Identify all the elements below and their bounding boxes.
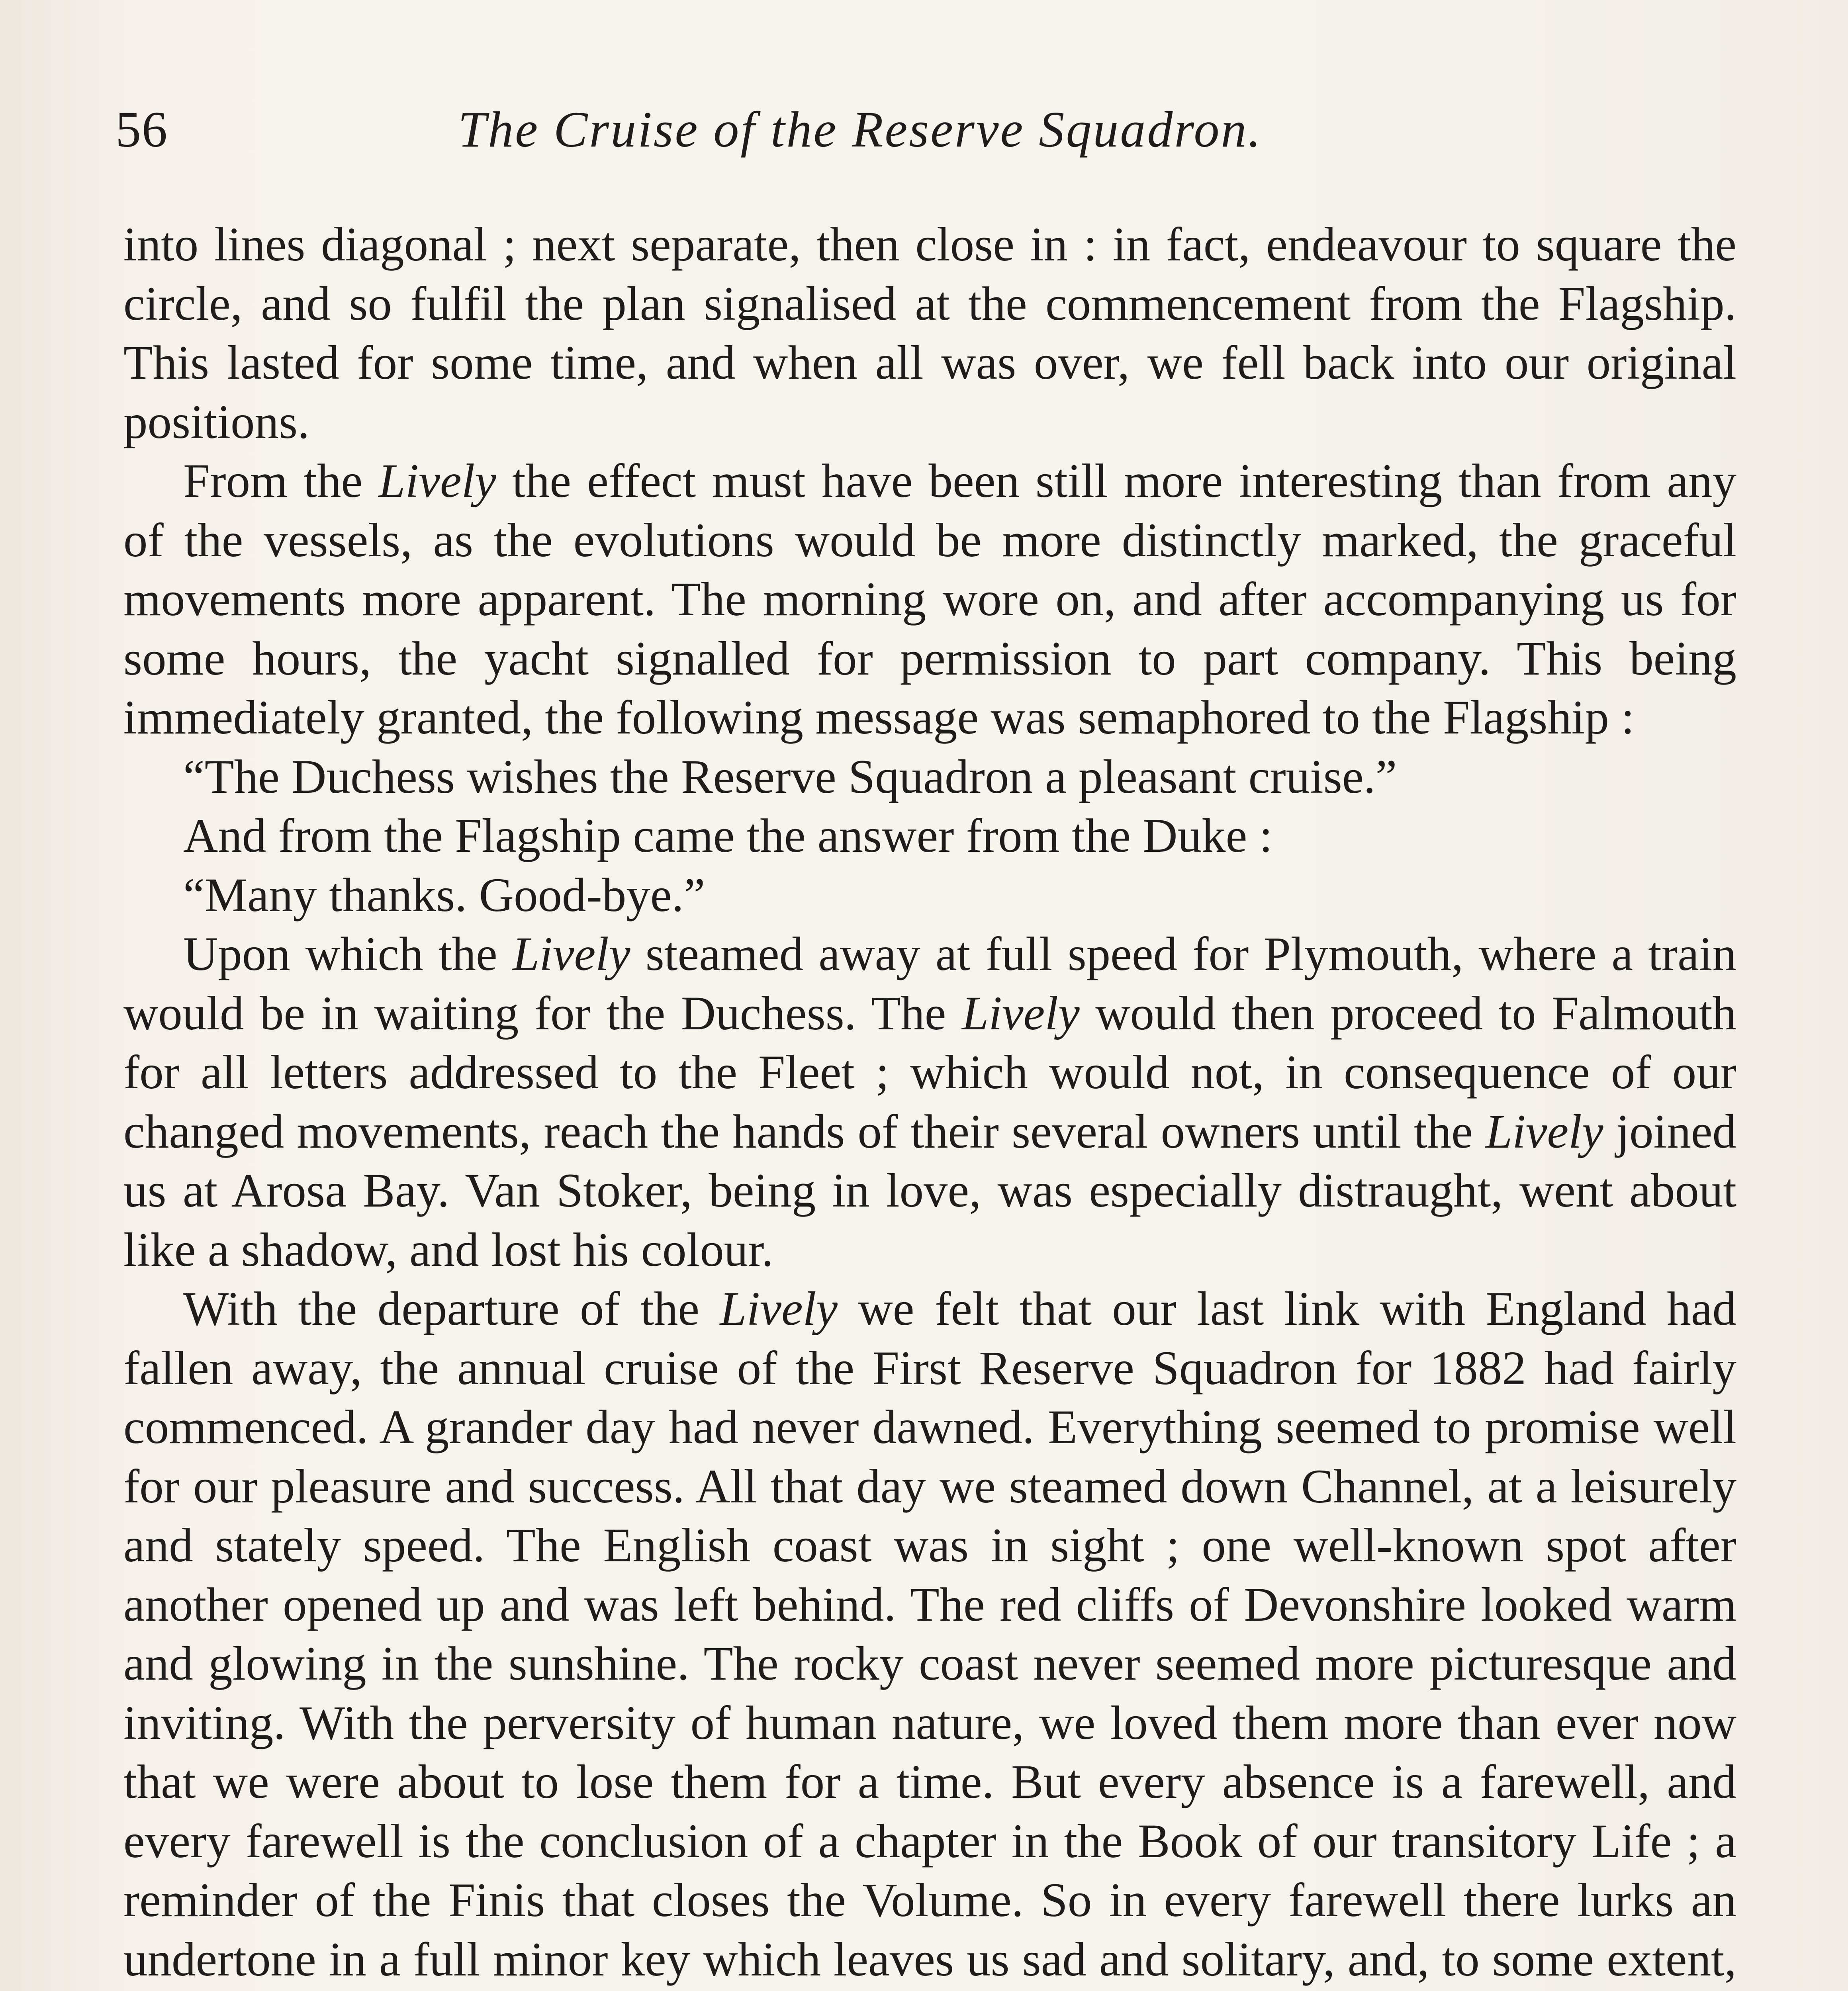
ship-name: Lively bbox=[512, 927, 630, 981]
text-run: would then proceed to Falmouth for all letters addressed to the Fleet ; which would not, in consequence of our changed movements, reach the hands of their several owners until the bbox=[123, 986, 1736, 1158]
quoted-message bbox=[123, 747, 1736, 807]
text-run: “Many thanks. Good-bye.” bbox=[183, 868, 705, 922]
ship-name: Lively bbox=[378, 454, 496, 508]
text-run: From the bbox=[183, 454, 379, 508]
body-text bbox=[123, 215, 1736, 1991]
paragraph bbox=[123, 215, 1736, 452]
paragraph bbox=[123, 925, 1736, 1279]
page-number: 56 bbox=[116, 101, 168, 158]
text-run: joined us at Arosa Bay. Van Stoker, being in love, was especially distraught, went about like a shadow, and lost his colour. bbox=[123, 1105, 1736, 1277]
ship-name: Lively bbox=[720, 1282, 838, 1336]
text-run: And from the Flagship came the answer from the Duke : bbox=[183, 809, 1273, 863]
text-run: Upon which the bbox=[183, 927, 513, 981]
text-run: into lines diagonal ; next separate, then close in : in fact, endeavour to square the circle, and so fulfil the plan signalised at the commencement from the Flagship. This lasted for some time, and when all was over, we fell back into our original positions. bbox=[123, 218, 1736, 449]
running-title: The Cruise of the Reserve Squadron. bbox=[458, 101, 1263, 158]
ship-name: Lively bbox=[962, 986, 1080, 1040]
paragraph bbox=[123, 452, 1736, 747]
paragraph bbox=[123, 1279, 1736, 1991]
paragraph bbox=[123, 806, 1736, 866]
ship-name: Lively bbox=[1485, 1105, 1603, 1158]
text-run: steamed away at full speed for Plymouth, where a train would be in waiting for the Duchess. The bbox=[123, 927, 1736, 1040]
text-run: the effect must have been still more interesting than from any of the vessels, as the evolutions would be more distinctly marked, the graceful movements more apparent. The morning wore on, and after accompanying us for some hours, the yacht signalled for permission to part company. This being immediately granted, the following message was semaphored to the Flagship : bbox=[123, 454, 1736, 744]
text-run: “The Duchess wishes the Reserve Squadron a pleasant cruise.” bbox=[183, 750, 1397, 804]
running-head bbox=[116, 100, 1748, 171]
quoted-message bbox=[123, 866, 1736, 925]
text-run: With the departure of the bbox=[183, 1282, 720, 1336]
text-run: we felt that our last link with England had fallen away, the annual cruise of the First Reserve Squadron for 1882 had fairly commenced. A grander day had never dawned. Everything seemed to promise well for our pleasure and success. All that day we steamed down Channel, at a leisurely and stately speed. The English coast was in sight ; one well-known spot after another opened up and was left behind. The red cliffs of Devonshire looked warm and glowing in the sunshine. The rocky coast never seemed more picturesque and inviting. With the perversity of human nature, we loved them more than ever now that we were about to lose them for a time. But every absence is a farewell, and every farewell is the conclusion of a chapter in the Book of our transitory Life ; a reminder of the Finis that closes the Volume. So in every farewell there lurks an undertone in a full minor key which leaves us sad and solitary, and, to some extent, bbox=[123, 1282, 1736, 1986]
